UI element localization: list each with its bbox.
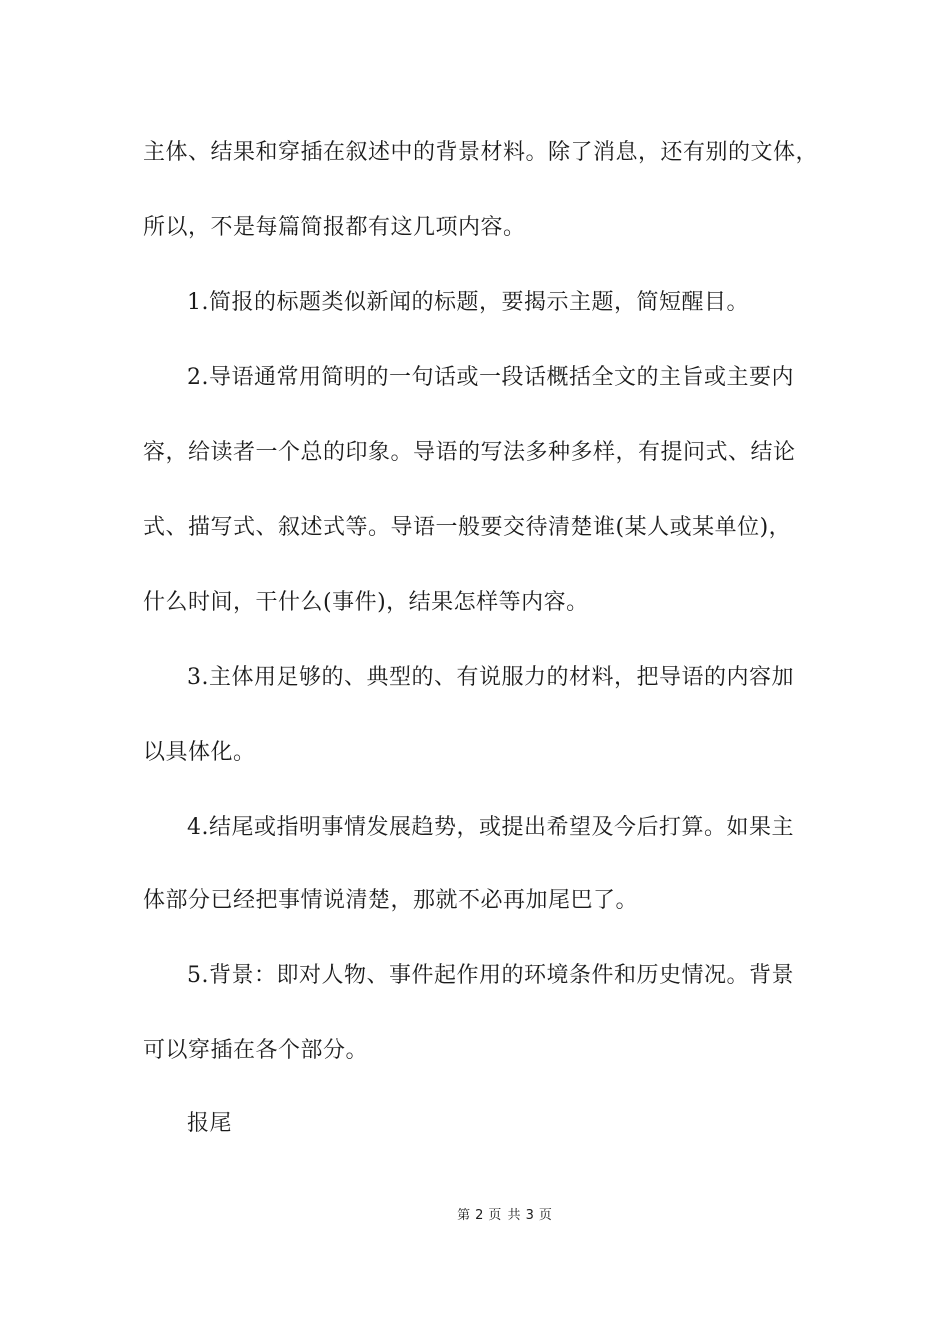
text-line: 主体、结果和穿插在叙述中的背景材料。除了消息，还有别的文体， (143, 140, 819, 165)
text-line: 2.导语通常用简明的一句话或一段话概括全文的主旨或主要内 (187, 365, 794, 390)
text-line: 什么时间，干什么(事件)，结果怎样等内容。 (143, 590, 589, 615)
text-line: 所以，不是每篇简报都有这几项内容。 (143, 215, 526, 240)
text-line: 体部分已经把事情说清楚，那就不必再加尾巴了。 (143, 888, 639, 913)
section-heading: 报尾 (187, 1111, 233, 1136)
text-line: 3.主体用足够的、典型的、有说服力的材料，把导语的内容加 (187, 665, 794, 690)
text-line: 4.结尾或指明事情发展趋势，或提出希望及今后打算。如果主 (187, 815, 794, 840)
footer-label-mid: 页 共 (488, 1208, 522, 1223)
text-line: 5.背景：即对人物、事件起作用的环境条件和历史情况。背景 (187, 963, 794, 988)
text-line: 容，给读者一个总的印象。导语的写法多种多样，有提问式、结论 (143, 440, 796, 465)
footer-label-suffix: 页 (538, 1208, 553, 1223)
text-line: 1.简报的标题类似新闻的标题，要揭示主题，简短醒目。 (187, 290, 749, 315)
footer-label-prefix: 第 (457, 1208, 472, 1223)
footer-current-page: 2 (475, 1208, 485, 1223)
page-footer (0, 1207, 950, 1225)
text-line: 式、描写式、叙述式等。导语一般要交待清楚谁(某人或某单位)， (143, 515, 792, 540)
text-line: 以具体化。 (143, 740, 256, 765)
footer-total-pages: 3 (525, 1208, 535, 1223)
text-line: 可以穿插在各个部分。 (143, 1038, 369, 1063)
